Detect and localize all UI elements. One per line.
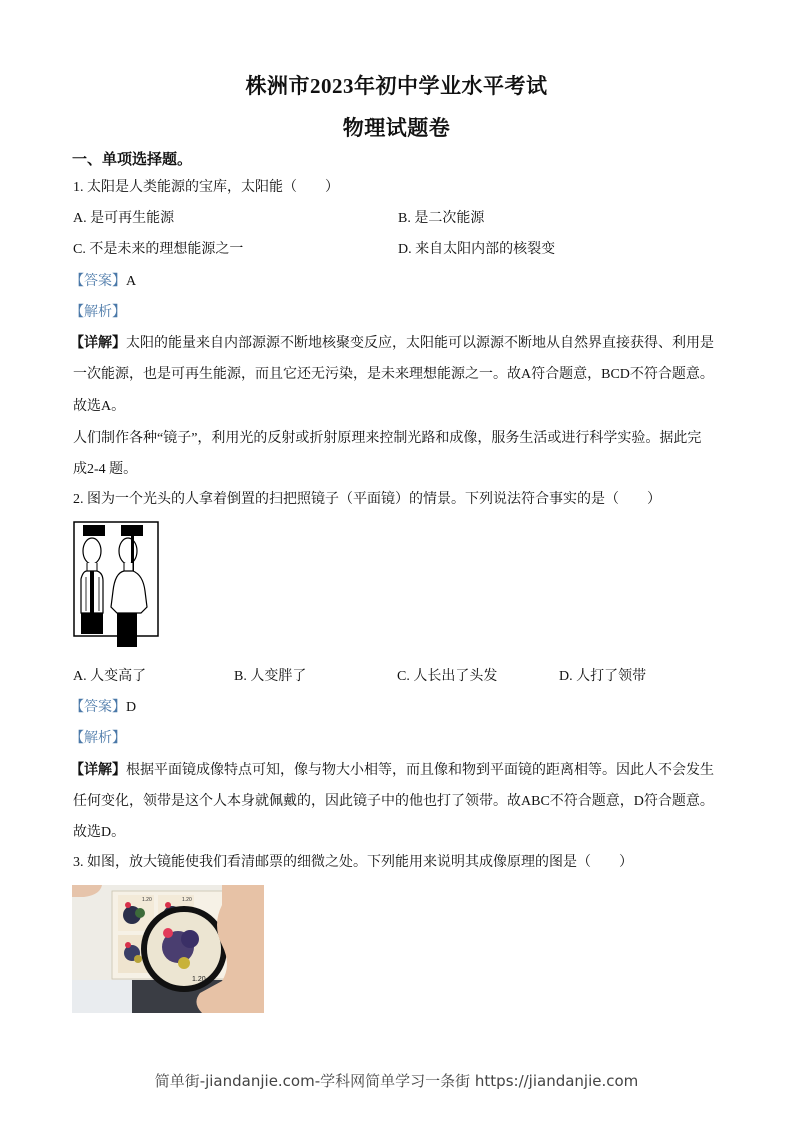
footer-watermark: 简单街-jiandanjie.com-学科网简单学习一条街 https://jiandanjie.com [154, 1072, 639, 1090]
option-text: 来自太阳内部的核裂变 [415, 242, 556, 257]
q1-option-d[interactable] [398, 238, 555, 258]
q1-detail-line-3: 故选A。 [73, 399, 126, 414]
option-letter: C. [73, 242, 86, 257]
q2-detail-line-1: 【详解】根据平面镜成像特点可知，像与物大小相等，而且像和物到平面镜的距离相等。因此人不会发生 [70, 763, 714, 778]
option-text: 是二次能源 [414, 211, 485, 226]
exam-subtitle: 物理试题卷 [342, 116, 451, 140]
answer-label: 【答案】 [70, 700, 126, 715]
option-text: 人打了领带 [576, 669, 647, 684]
option-letter: A. [73, 669, 87, 684]
option-letter: D. [559, 669, 573, 684]
option-text: 人变胖了 [250, 669, 307, 684]
stamp-value: 1.20 [192, 976, 206, 983]
q1-option-b[interactable] [398, 207, 484, 227]
intro-line-2: 成2-4 题。 [73, 462, 138, 477]
q2-detail-line-3: 故选D。 [73, 825, 126, 840]
option-text: 不是未来的理想能源之一 [89, 242, 244, 257]
detail-label: 【详解】 [70, 336, 126, 351]
q2-answer [70, 696, 136, 716]
exam-title: 株洲市2023年初中学业水平考试 [245, 74, 548, 98]
detail-label: 【详解】 [70, 763, 126, 778]
q1-answer [70, 270, 136, 290]
answer-label: 【答案】 [70, 274, 126, 289]
stamp-value: 1.20 [182, 897, 192, 903]
q3-stem: 3. 如图，放大镜能使我们看清邮票的细微之处。下列能用来说明其成像原理的图是（ ） [73, 855, 633, 870]
q1-analysis-label: 【解析】 [70, 305, 126, 320]
option-letter: D. [398, 242, 412, 257]
q1-option-c[interactable] [73, 238, 243, 258]
q2-detail-line-2: 任何变化，领带是这个人本身就佩戴的，因此镜子中的他也打了领带。故ABC不符合题意，D符合题意。 [73, 794, 714, 809]
option-text: 人长出了头发 [413, 669, 498, 684]
option-letter: C. [397, 669, 410, 684]
option-text: 是可再生能源 [90, 211, 175, 226]
mirror-figure [73, 521, 159, 647]
stamp-value: 1.20 [142, 897, 152, 903]
q1-stem: 1. 太阳是人类能源的宝库，太阳能（ ） [73, 180, 339, 195]
option-letter: B. [234, 669, 247, 684]
q1-detail-line-2: 一次能源，也是可再生能源，而且它还无污染，是未来理想能源之一。故A符合题意，BCD不符合题意。 [73, 367, 714, 382]
q1-option-a[interactable] [73, 207, 174, 227]
answer-value: A [126, 274, 137, 289]
option-text: 人变高了 [90, 669, 147, 684]
option-letter: A. [73, 211, 87, 226]
q2-option-a[interactable] [73, 665, 146, 685]
option-letter: B. [398, 211, 411, 226]
section-heading: 一、单项选择题。 [72, 152, 193, 168]
answer-value: D [126, 700, 137, 715]
magnifier-stamp-photo [72, 885, 264, 1013]
q2-analysis-label: 【解析】 [70, 731, 126, 746]
intro-line-1: 人们制作各种“镜子”，利用光的反射或折射原理来控制光路和成像，服务生活或进行科学实验。据此完 [73, 431, 702, 446]
q2-option-c[interactable] [397, 665, 497, 685]
q2-stem: 2. 图为一个光头的人拿着倒置的扫把照镜子（平面镜）的情景。下列说法符合事实的是（ ） [73, 492, 661, 507]
q2-option-b[interactable] [234, 665, 306, 685]
q1-detail-line-1: 【详解】太阳的能量来自内部源源不断地核聚变反应，太阳能可以源源不断地从自然界直接获得、利用是 [70, 336, 714, 351]
q2-option-d[interactable] [559, 665, 646, 685]
